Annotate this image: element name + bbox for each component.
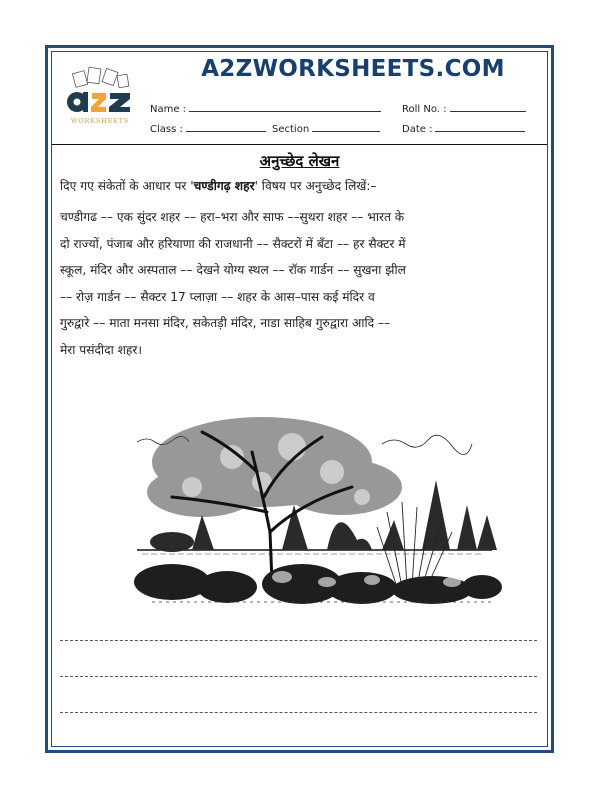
class-label: Class : bbox=[150, 124, 183, 135]
instruction-topic: चण्डीगढ़ शहर bbox=[193, 179, 255, 193]
tree-sketch-icon bbox=[132, 402, 512, 612]
instruction-text bbox=[60, 177, 547, 194]
writing-area[interactable] bbox=[60, 640, 537, 748]
hint-line: मेरा पसंदीदा शहर। bbox=[60, 342, 142, 357]
hint-line: स्कूल, मंदिर और अस्पताल –– देखने योग्य स्थल –– रॉक गार्डन –– सुखना झील bbox=[60, 263, 406, 277]
name-field[interactable] bbox=[150, 102, 381, 115]
roll-no-blank[interactable] bbox=[450, 102, 526, 112]
hints-paragraph bbox=[60, 204, 537, 363]
worksheet-frame bbox=[45, 45, 554, 753]
hint-line: –– रोज़ गार्डन –– सैक्टर 17 प्लाज़ा –– शहर के आस–पास कई मंदिर व bbox=[60, 289, 375, 304]
worksheet-header bbox=[52, 52, 547, 145]
tree-landscape-illustration bbox=[132, 402, 512, 612]
hint-line: चण्डीगढ –– एक सुंदर शहर –– हरा–भरा और साफ ––सुथरा शहर –– भारत के bbox=[60, 210, 405, 224]
worksheet-inner-frame bbox=[51, 51, 548, 747]
site-title: A2ZWORKSHEETS.COM bbox=[201, 56, 505, 82]
hint-line: दो राज्यों, पंजाब और हरियाणा की राजधानी –– सैक्टरों में बँटा –– हर सैक्टर में bbox=[60, 236, 406, 251]
hint-line: गुरुद्वारे –– माता मनसा मंदिर, सकेतड़ी मंदिर, नाडा साहिब गुरुद्वारा आदि –– bbox=[60, 316, 391, 330]
section-field[interactable] bbox=[272, 122, 380, 135]
instruction-suffix: ' विषय पर अनुच्छेद लिखें:– bbox=[254, 179, 377, 193]
name-blank[interactable] bbox=[189, 102, 381, 112]
worksheet-content bbox=[52, 145, 547, 363]
roll-no-field[interactable] bbox=[402, 102, 526, 115]
writing-line[interactable] bbox=[60, 640, 537, 641]
logo-graphic-icon bbox=[60, 66, 140, 132]
date-field[interactable] bbox=[402, 122, 525, 135]
class-field[interactable] bbox=[150, 122, 266, 135]
roll-no-label: Roll No. : bbox=[402, 104, 447, 115]
section-blank[interactable] bbox=[312, 122, 380, 132]
date-blank[interactable] bbox=[435, 122, 525, 132]
writing-line[interactable] bbox=[60, 676, 537, 677]
class-blank[interactable] bbox=[186, 122, 266, 132]
name-label: Name : bbox=[150, 104, 187, 115]
writing-line[interactable] bbox=[60, 712, 537, 713]
instruction-prefix: दिए गए संकेतों के आधार पर ' bbox=[60, 179, 194, 193]
date-label: Date : bbox=[402, 124, 433, 135]
a2z-logo bbox=[60, 66, 140, 132]
worksheet-heading: अनुच्छेद लेखन bbox=[259, 152, 340, 170]
section-label: Section bbox=[272, 124, 310, 135]
svg-text:WORKSHEETS: WORKSHEETS bbox=[70, 117, 130, 125]
